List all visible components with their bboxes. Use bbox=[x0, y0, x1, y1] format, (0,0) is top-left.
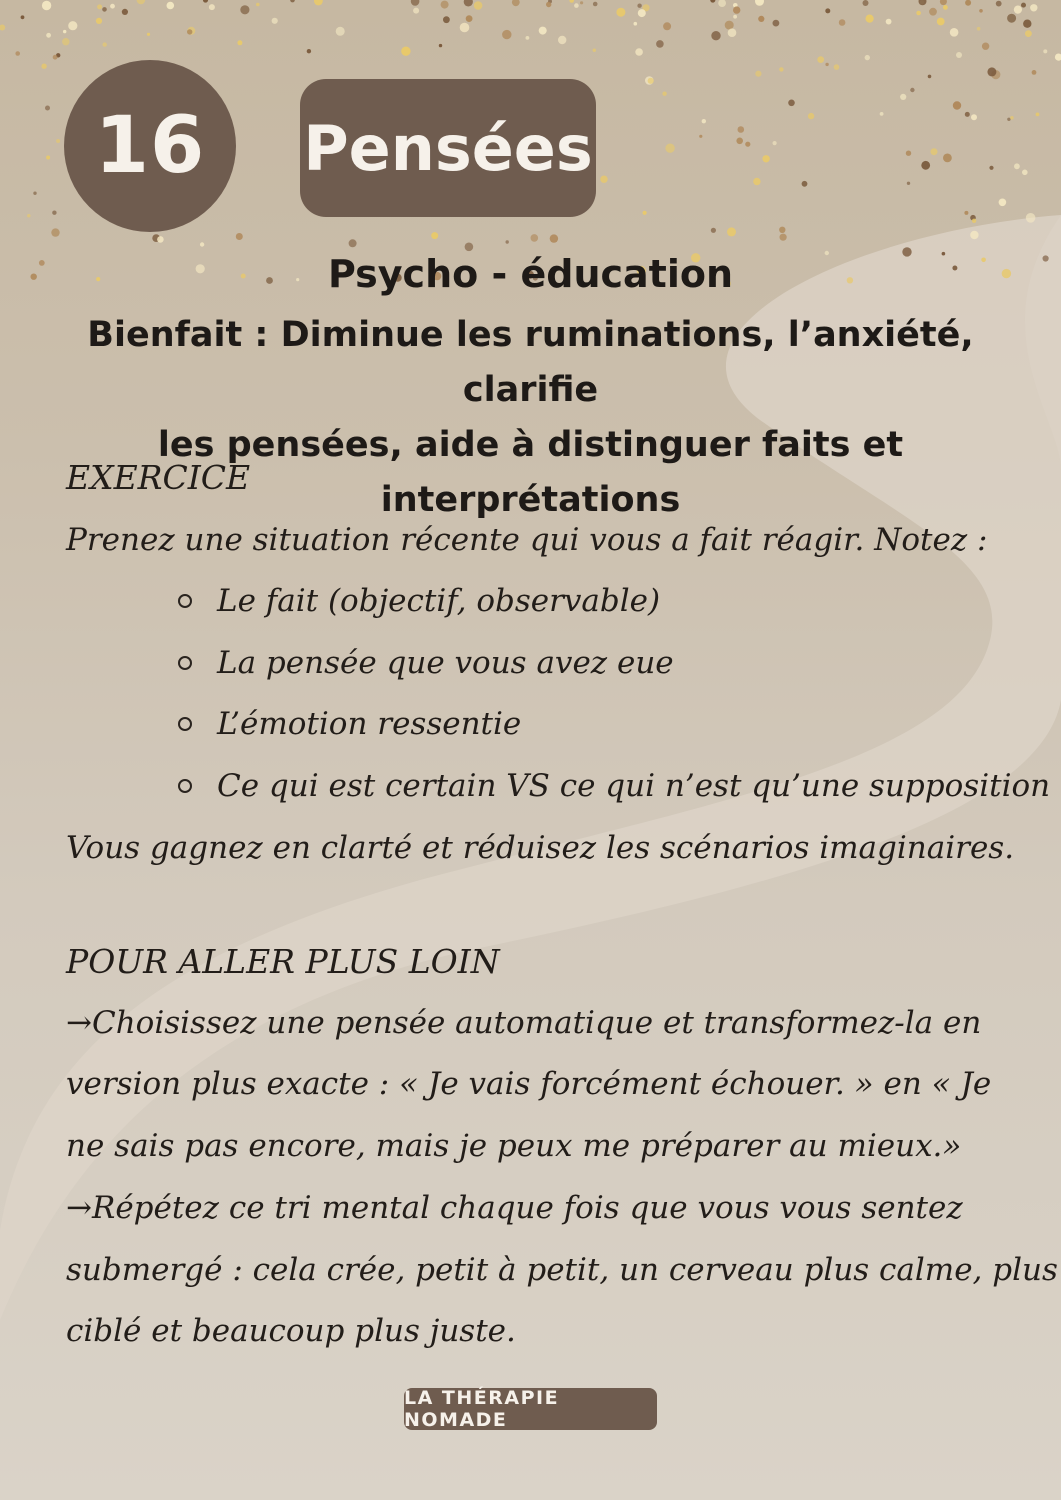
confetti-dot bbox=[970, 231, 978, 239]
confetti-dot bbox=[21, 15, 25, 19]
confetti-dot bbox=[1023, 20, 1031, 28]
confetti-dot bbox=[546, 2, 551, 7]
list-item-text: La pensée que vous avez eue bbox=[217, 645, 674, 681]
further-line-5: submergé : cela crée, petit à petit, un cerveau plus calme, plus bbox=[66, 1252, 1058, 1288]
confetti-dot bbox=[290, 0, 295, 2]
confetti-dot bbox=[574, 3, 579, 8]
confetti-dot bbox=[550, 234, 558, 242]
confetti-dot bbox=[203, 0, 208, 3]
confetti-dot bbox=[237, 40, 242, 45]
exercise-intro: Prenez une situation récente qui vous a fait réagir. Notez : bbox=[66, 522, 988, 558]
further-line-4: →Répétez ce tri mental chaque fois que vous vous sentez bbox=[66, 1190, 963, 1226]
further-line-1: →Choisissez une pensée automatique et transformez-la en bbox=[66, 1005, 982, 1041]
confetti-dot bbox=[1032, 70, 1037, 75]
confetti-dot bbox=[728, 28, 737, 37]
confetti-dot bbox=[349, 239, 357, 247]
confetti-dot bbox=[157, 236, 164, 243]
confetti-dot bbox=[411, 0, 420, 6]
confetti-dot bbox=[808, 113, 814, 119]
confetti-dot bbox=[880, 112, 884, 116]
further-line-2: version plus exacte : « Je vais forcément échouer. » en « Je bbox=[66, 1066, 992, 1102]
confetti-dot bbox=[616, 8, 625, 17]
confetti-dot bbox=[907, 182, 910, 185]
confetti-dot bbox=[466, 15, 473, 22]
confetti-dot bbox=[863, 0, 869, 6]
confetti-dot bbox=[762, 155, 769, 162]
confetti-dot bbox=[62, 38, 69, 45]
confetti-dot bbox=[200, 242, 204, 246]
confetti-dot bbox=[441, 1, 449, 9]
confetti-dot bbox=[839, 19, 846, 26]
confetti-dot bbox=[736, 138, 743, 145]
confetti-dot bbox=[506, 240, 509, 243]
confetti-dot bbox=[314, 0, 323, 5]
confetti-dot bbox=[336, 27, 345, 36]
confetti-dot bbox=[307, 49, 311, 53]
confetti-dot bbox=[727, 227, 736, 236]
confetti-dot bbox=[464, 0, 473, 7]
confetti-dot bbox=[1022, 170, 1028, 176]
subtitle: Psycho - éducation bbox=[327, 252, 734, 296]
confetti-dot bbox=[593, 2, 598, 7]
confetti-dot bbox=[996, 1, 1002, 7]
confetti-dot bbox=[711, 31, 720, 40]
confetti-dot bbox=[972, 219, 976, 223]
confetti-dot bbox=[1055, 54, 1061, 61]
confetti-dot bbox=[956, 52, 962, 58]
confetti-dot bbox=[53, 55, 58, 60]
confetti-dot bbox=[1026, 213, 1036, 223]
confetti-dot bbox=[431, 232, 438, 239]
confetti-dot bbox=[699, 135, 702, 138]
confetti-dot bbox=[971, 114, 977, 120]
list-item bbox=[178, 645, 674, 681]
card-number: 16 bbox=[94, 101, 206, 191]
confetti-dot bbox=[865, 55, 870, 60]
confetti-dot bbox=[725, 21, 734, 30]
confetti-dot bbox=[502, 30, 511, 39]
confetti-dot bbox=[900, 94, 906, 100]
confetti-dot bbox=[779, 67, 783, 71]
further-heading: POUR ALLER PLUS LOIN bbox=[66, 942, 500, 981]
confetti-dot bbox=[42, 1, 51, 10]
confetti-dot bbox=[643, 211, 647, 215]
confetti-dot bbox=[773, 141, 777, 145]
confetti-dot bbox=[526, 36, 530, 40]
list-item-text: Le fait (objectif, observable) bbox=[217, 583, 661, 619]
confetti-dot bbox=[600, 176, 607, 183]
confetti-dot bbox=[1036, 113, 1040, 117]
confetti-dot bbox=[999, 199, 1007, 207]
confetti-dot bbox=[272, 18, 278, 24]
confetti-dot bbox=[236, 233, 243, 240]
confetti-dot bbox=[965, 0, 971, 6]
brand-badge bbox=[404, 1388, 657, 1430]
confetti-dot bbox=[665, 144, 674, 153]
confetti-dot bbox=[1007, 14, 1016, 23]
confetti-dot bbox=[1030, 4, 1037, 11]
confetti-dot bbox=[964, 211, 968, 215]
card-number-badge bbox=[64, 60, 236, 232]
confetti-dot bbox=[953, 101, 961, 109]
confetti-dot bbox=[96, 18, 102, 24]
exercise-heading: EXERCICE bbox=[66, 458, 251, 497]
confetti-dot bbox=[1014, 163, 1020, 169]
confetti-dot bbox=[733, 6, 740, 13]
further-line-3: ne sais pas encore, mais je peux me préparer au mieux.» bbox=[66, 1128, 962, 1164]
confetti-dot bbox=[443, 16, 450, 23]
confetti-dot bbox=[753, 178, 760, 185]
confetti-dot bbox=[929, 8, 937, 16]
confetti-dot bbox=[51, 228, 59, 236]
confetti-dot bbox=[989, 166, 993, 170]
confetti-dot bbox=[940, 0, 947, 5]
confetti-dot bbox=[413, 8, 419, 14]
confetti-dot bbox=[593, 49, 596, 52]
confetti-dot bbox=[931, 148, 938, 155]
confetti-dot bbox=[937, 18, 945, 26]
confetti-dot bbox=[474, 1, 483, 10]
confetti-dot bbox=[103, 42, 107, 46]
list-item-text: L’émotion ressentie bbox=[217, 706, 522, 742]
confetti-dot bbox=[788, 100, 795, 107]
confetti-dot bbox=[110, 4, 115, 9]
confetti-dot bbox=[1021, 3, 1026, 8]
confetti-dot bbox=[866, 15, 874, 23]
confetti-dot bbox=[802, 181, 808, 187]
confetti-dot bbox=[465, 243, 474, 252]
confetti-dot bbox=[1043, 49, 1047, 53]
confetti-dot bbox=[1007, 118, 1010, 121]
exercise-outro: Vous gagnez en clarté et réduisez les scénarios imaginaires. bbox=[66, 830, 1015, 866]
further-line-6: ciblé et beaucoup plus juste. bbox=[66, 1313, 516, 1349]
benefit-line-2: les pensées, aide à distinguer faits et interprétations bbox=[157, 425, 904, 520]
confetti-dot bbox=[943, 154, 952, 163]
confetti-dot bbox=[97, 4, 102, 9]
confetti-dot bbox=[758, 16, 764, 22]
confetti-dot bbox=[635, 48, 643, 56]
list-item bbox=[178, 583, 660, 619]
confetti-dot bbox=[834, 64, 840, 70]
confetti-dot bbox=[209, 4, 215, 10]
confetti-dot bbox=[886, 19, 892, 25]
confetti-dot bbox=[755, 0, 764, 6]
confetti-dot bbox=[745, 142, 750, 147]
confetti-dot bbox=[710, 0, 715, 3]
confetti-dot bbox=[539, 27, 547, 35]
confetti-dot bbox=[187, 29, 192, 34]
confetti-dot bbox=[531, 234, 539, 242]
confetti-dot bbox=[15, 51, 20, 56]
confetti-dot bbox=[965, 112, 970, 117]
confetti-dot bbox=[638, 9, 646, 17]
confetti-dot bbox=[1010, 116, 1014, 120]
confetti-dot bbox=[780, 234, 787, 241]
confetti-dot bbox=[919, 0, 927, 5]
list-item bbox=[178, 768, 1050, 804]
confetti-dot bbox=[122, 9, 128, 15]
confetti-dot bbox=[663, 22, 671, 30]
bullet-circle-icon bbox=[178, 656, 192, 670]
confetti-dot bbox=[982, 43, 989, 50]
confetti-dot bbox=[63, 30, 66, 33]
confetti-dot bbox=[33, 192, 36, 195]
benefit-line-1: Bienfait : Diminue les ruminations, l’anxiété, clarifie bbox=[87, 315, 974, 410]
brand-name: LA THÉRAPIE NOMADE bbox=[404, 1387, 560, 1431]
confetti-dot bbox=[928, 75, 932, 79]
confetti-dot bbox=[558, 36, 566, 44]
confetti-dot bbox=[916, 11, 921, 16]
card-title-badge bbox=[300, 79, 596, 217]
bullet-circle-icon bbox=[178, 594, 192, 608]
confetti-dot bbox=[718, 0, 726, 7]
confetti-dot bbox=[569, 0, 574, 3]
confetti-dot bbox=[0, 25, 5, 31]
confetti-dot bbox=[41, 63, 46, 68]
list-item-text: Ce qui est certain VS ce qui n’est qu’une supposition bbox=[217, 768, 1051, 804]
confetti-dot bbox=[711, 228, 716, 233]
confetti-dot bbox=[773, 20, 780, 27]
confetti-dot bbox=[460, 23, 470, 33]
confetti-dot bbox=[1014, 6, 1022, 14]
confetti-dot bbox=[240, 5, 249, 14]
confetti-dot bbox=[910, 88, 914, 92]
confetti-dot bbox=[733, 15, 737, 19]
confetti-dot bbox=[56, 139, 60, 143]
confetti-dot bbox=[45, 106, 50, 111]
confetti-dot bbox=[987, 67, 996, 76]
confetti-dot bbox=[512, 0, 520, 6]
confetti-dot bbox=[755, 71, 761, 77]
confetti-dot bbox=[950, 28, 959, 37]
confetti-dot bbox=[738, 126, 745, 133]
confetti-dot bbox=[825, 63, 828, 66]
confetti-dot bbox=[167, 2, 175, 10]
confetti-dot bbox=[634, 22, 638, 26]
confetti-dot bbox=[1025, 30, 1032, 37]
confetti-dot bbox=[648, 78, 654, 84]
confetti-dot bbox=[779, 227, 785, 233]
confetti-dot bbox=[817, 56, 824, 63]
confetti-dot bbox=[656, 40, 664, 48]
list-item bbox=[178, 706, 521, 742]
bullet-circle-icon bbox=[178, 717, 192, 731]
confetti-dot bbox=[256, 3, 260, 7]
confetti-dot bbox=[702, 119, 706, 123]
confetti-dot bbox=[439, 44, 442, 47]
confetti-dot bbox=[27, 214, 30, 217]
confetti-dot bbox=[637, 3, 641, 7]
confetti-dot bbox=[137, 0, 146, 4]
confetti-dot bbox=[580, 1, 583, 4]
confetti-dot bbox=[147, 33, 150, 36]
confetti-dot bbox=[102, 7, 107, 12]
confetti-dot bbox=[68, 21, 77, 30]
card-title: Pensées bbox=[303, 111, 593, 185]
bullet-circle-icon bbox=[178, 779, 192, 793]
confetti-dot bbox=[979, 9, 983, 13]
confetti-dot bbox=[921, 161, 930, 170]
confetti-dot bbox=[46, 33, 51, 38]
confetti-dot bbox=[825, 8, 830, 13]
confetti-dot bbox=[662, 92, 666, 96]
confetti-dot bbox=[401, 47, 410, 56]
confetti-dot bbox=[46, 156, 50, 160]
confetti-dot bbox=[52, 211, 56, 215]
confetti-dot bbox=[943, 5, 948, 10]
confetti-dot bbox=[906, 151, 911, 156]
confetti-dot bbox=[977, 27, 981, 31]
